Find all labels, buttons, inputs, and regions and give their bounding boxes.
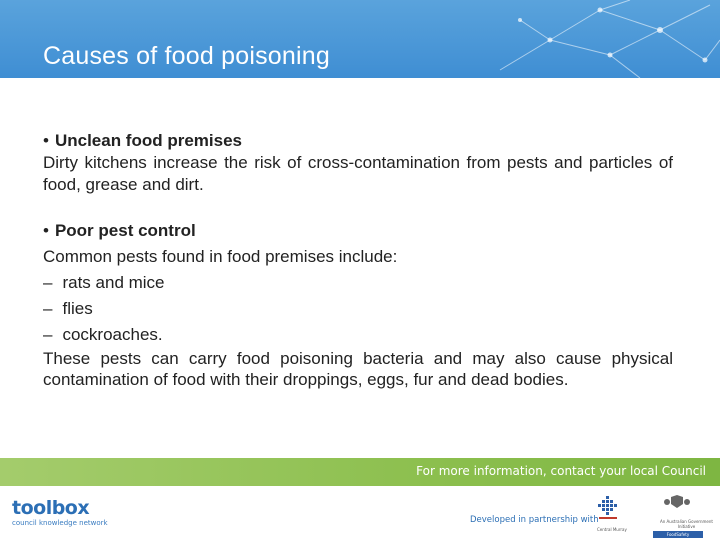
network-pattern-decoration [490,0,720,78]
slide-footer [0,486,720,540]
toolbox-logo-tagline: council knowledge network [12,519,108,527]
section-heading [43,218,673,244]
list-item [43,322,673,348]
info-banner [0,458,720,486]
bullet-marker: • [43,131,49,150]
section-pest-control [43,218,673,390]
bullet-marker: • [43,221,49,240]
list-item [43,270,673,296]
section-body: Dirty kitchens increase the risk of cross-contamination from pests and particles of food, grease and dirt. [43,153,673,194]
contact-council-text: For more information, contact your local Council [416,464,706,478]
partnership-text: Developed in partnership with [470,515,599,525]
section-body: These pests can carry food poisoning bacteria and may also cause physical contamination of food with their droppings, eggs, fur and dead bodies. [43,349,673,389]
slide-title: Causes of food poisoning [43,42,330,70]
list-item-text: flies [62,299,93,318]
section-intro: Common pests found in food premises include: [43,247,398,266]
list-item-text: rats and mice [62,273,165,292]
list-item [43,296,673,322]
list-marker: – [43,325,53,344]
slide-header [0,0,720,78]
toolbox-logo-text: toolbox [12,497,90,519]
section-heading-text: Poor pest control [54,221,196,240]
government-initiative-text: An Australian Government Initiative [660,519,713,529]
central-murray-name: Central Murray [597,527,627,532]
list-marker: – [43,273,53,292]
list-marker: – [43,299,53,318]
foodsafety-badge: FoodSafety [653,531,703,538]
coat-of-arms-icon [653,494,703,514]
list-item-text: cockroaches. [62,325,163,344]
section-unclean-premises [43,130,673,196]
central-murray-logo [597,496,627,532]
toolbox-logo [12,498,108,527]
section-heading [43,130,673,152]
section-heading-text: Unclean food premises [54,131,243,150]
australian-government-logo [653,494,720,538]
slide-content [43,130,673,412]
dot-grid-icon [597,496,619,522]
